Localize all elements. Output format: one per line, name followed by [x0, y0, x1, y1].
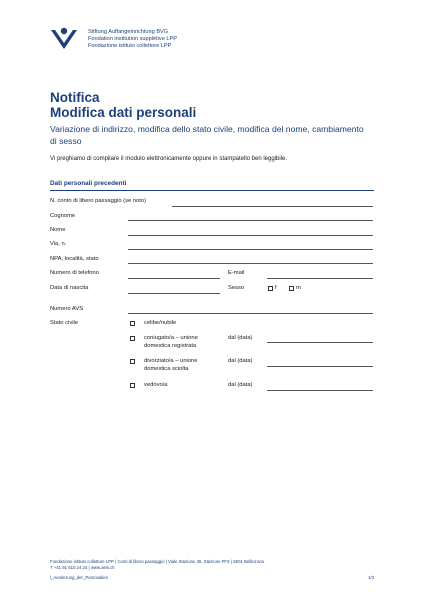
email-input[interactable] [267, 278, 373, 279]
civil-status-label: Stato civile [50, 320, 79, 326]
street-input[interactable] [128, 249, 373, 250]
married-date-label: dal (data) [228, 335, 253, 341]
ahv-label: Numero AVS [50, 306, 84, 312]
civil-married-label: coniugato/a – unione [144, 335, 198, 341]
civil-widowed-checkbox[interactable] [130, 383, 135, 388]
footer-contact: T +41 91 610 24 24 | www.aeis.ch [50, 565, 115, 570]
civil-divorced-checkbox[interactable] [130, 359, 135, 364]
city-input[interactable] [128, 263, 373, 264]
married-date-input[interactable] [267, 342, 373, 343]
section-heading: Dati personali precedenti [50, 180, 127, 187]
page-title: Notifica [50, 90, 100, 105]
phone-label: Numero di telefono [50, 270, 99, 276]
page-number: 1/3 [368, 575, 374, 580]
org-name-de: Stiftung Auffangeinrichtung BVG [88, 29, 169, 35]
civil-divorced-label-2: domestica sciolta [144, 366, 189, 372]
foundation-logo-icon [50, 27, 78, 53]
surname-label: Cognome [50, 213, 76, 219]
name-input[interactable] [128, 235, 373, 236]
account-label: N. conto di libero passaggio (se noto) [50, 198, 147, 204]
org-name-it: Fondazione istituto collettore LPP [88, 43, 172, 49]
divorced-date-label: dal (data) [228, 358, 253, 364]
civil-single-label: celibe/nubile [144, 320, 177, 326]
widowed-date-input[interactable] [267, 390, 373, 391]
name-label: Nome [50, 227, 66, 233]
account-input[interactable] [172, 206, 373, 207]
street-label: Via, n. [50, 241, 67, 247]
sex-m-checkbox[interactable] [289, 286, 294, 291]
email-label: E-mail [228, 270, 245, 276]
sex-m-label: m [296, 285, 301, 291]
page-description: Variazione di indirizzo, modifica dello stato civile, modifica del nome, cambiamento di sesso [50, 124, 364, 146]
footer-doc-id: l_Aenderung_der_Personalien [50, 575, 109, 580]
city-label: NPA, località, stato [50, 256, 99, 262]
section-divider [50, 190, 374, 191]
surname-input[interactable] [128, 220, 373, 221]
sex-label: Sesso [228, 285, 245, 291]
civil-divorced-label: divorziato/a – unione [144, 358, 198, 364]
divorced-date-input[interactable] [267, 366, 373, 367]
org-name-fr: Fondation institution supplétive LPP [88, 36, 177, 42]
widowed-date-label: dal (data) [228, 382, 253, 388]
footer-address: Fondazione istituto collettore LPP | Conti di libero passaggio | Viale Stazione 36, Stazione FFS | 6501 Bellinzona [50, 559, 264, 564]
page-subtitle-main: Modifica dati personali [50, 105, 197, 120]
birthdate-label: Data di nascita [50, 285, 89, 291]
sex-f-label: f [275, 285, 277, 291]
civil-widowed-label: vedovo/a [144, 382, 168, 388]
phone-input[interactable] [128, 278, 220, 279]
civil-married-label-2: domestica registrata [144, 343, 197, 349]
ahv-input[interactable] [128, 313, 373, 314]
instructions-text: Vi preghiamo di compilare il modulo elettronicamente oppure in stampatello ben leggibile. [50, 156, 288, 162]
civil-married-checkbox[interactable] [130, 336, 135, 341]
birthdate-input[interactable] [128, 293, 220, 294]
sex-f-checkbox[interactable] [268, 286, 273, 291]
civil-single-checkbox[interactable] [130, 321, 135, 326]
